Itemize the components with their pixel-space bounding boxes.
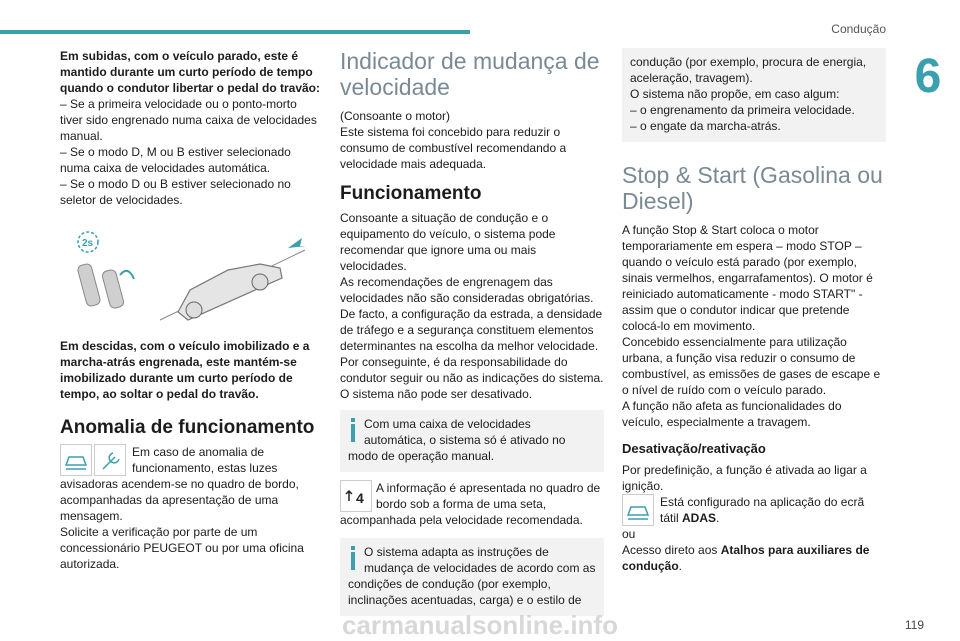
gear-indicator-intro: Este sistema foi concebido para reduzir o consumo de combustível recomendando a velocidade mais adequada.	[340, 125, 567, 171]
info-box-continued	[622, 48, 886, 142]
info-box-text: O sistema adapta as instruções de mudança de velocidades de acordo com as condições de condução (por exemplo, inclinações acentuadas, carga) e o estilo de	[348, 545, 596, 607]
svg-text:4: 4	[356, 490, 364, 506]
section-title: Condução	[831, 22, 886, 36]
desativacao-p1: Por predefinição, a função é ativada ao ligar a ignição.	[622, 463, 867, 493]
stop-start-p3: A função não afeta as funcionalidades do veículo, especialmente a travagem.	[622, 399, 842, 429]
anomalia-text-2: Solicite a verificação por parte de um concessionário PEUGEOT ou por uma oficina autorizada.	[60, 525, 304, 571]
info-box-automatic	[340, 410, 604, 472]
stop-start-p1: A função Stop & Start coloca o motor temporariamente em espera – modo STOP – quando o veículo está parado (por exemplo, sinais vermelhos, engarrafamentos). O motor é reiniciado automaticamente - modo START" - assim que o condutor indicar que pretende colocá-lo em movimento.	[622, 223, 873, 333]
adas-label: ADAS	[682, 511, 717, 525]
shortcuts-label: Atalhos para auxiliares de condução	[622, 543, 870, 573]
box-cont-text-2: O sistema não propõe, em caso algum:	[630, 87, 840, 101]
funcionamento-p1: Consoante a situação de condução e o equipamento do veículo, o sistema pode recomendar que ignore uma ou mais velocidades.	[340, 211, 556, 273]
heading-desativacao: Desativação/reativação	[622, 441, 766, 456]
gear-arrow-icon	[340, 480, 372, 512]
info-icon	[348, 546, 358, 570]
watermark: carmanualsonline.info	[342, 610, 618, 640]
anomalia-text: Em caso de anomalia de funcionamento, estas luzes avisadoras acendem-se no quadro de bordo, acompanhadas da apresentação de uma mensagem.	[60, 445, 299, 523]
column-3	[622, 48, 886, 574]
adas-period: .	[716, 511, 720, 525]
box-item: – o engate da marcha-atrás.	[630, 119, 781, 133]
direct-access-prefix: Acesso direto aos	[622, 543, 721, 557]
direct-access-text	[622, 542, 886, 574]
header-accent-bar	[0, 30, 470, 34]
timer-label: 2s	[82, 238, 94, 249]
or-text: ou	[622, 527, 636, 541]
uphill-item: – Se a primeira velocidade ou o ponto-morto tiver sido engrenado numa caixa de velocidades manual.	[60, 97, 317, 143]
display-note-text: A informação é apresentada no quadro de bordo sob a forma de uma seta, acompanhada pela velocidade recomendada.	[340, 481, 601, 527]
display-note	[340, 480, 604, 528]
heading-anomalia: Anomalia de funcionamento	[60, 417, 315, 438]
info-box-adapt	[340, 538, 604, 616]
info-box-text: Com uma caixa de velocidades automática, o sistema só é ativado no modo de operação manual.	[348, 417, 566, 463]
funcionamento-p3: O sistema não pode ser desativado.	[340, 387, 533, 401]
uphill-paragraph: Em subidas, com o veículo parado, este é mantido durante um curto período de tempo quando o condutor libertar o pedal do travão:	[60, 49, 321, 95]
box-item: – o engrenamento da primeira velocidade.	[630, 103, 855, 117]
adas-car-icon	[622, 494, 654, 526]
uphill-item: – Se o modo D, M ou B estiver selecionado numa caixa de velocidades automática.	[60, 145, 291, 175]
info-icon	[348, 418, 358, 442]
column-2	[340, 48, 604, 616]
heading-gear-indicator: Indicador de mudança de velocidade	[340, 48, 600, 100]
box-cont-text: condução (por exemplo, procura de energia, aceleração, travagem).	[630, 55, 867, 85]
direct-access-period: .	[678, 559, 683, 573]
hill-hold-illustration	[60, 220, 322, 332]
downhill-paragraph: Em descidas, com o veículo imobilizado e a marcha-atrás engrenada, este mantém-se imobilizado durante um curto período de tempo, ao soltar o pedal do travão.	[60, 339, 310, 401]
engine-note: (Consoante o motor)	[340, 109, 451, 123]
chapter-number: 6	[914, 49, 942, 103]
page-number: 119	[904, 618, 924, 632]
adas-text: Está configurado na aplicação do ecrã tátil	[660, 495, 865, 525]
stop-start-p2: Concebido essencialmente para utilização urbana, a função visa reduzir o consumo de combustível, as emissões de gases de escape e o nível de ruído com o veículo parado.	[622, 335, 881, 397]
heading-stop-start: Stop & Start (Gasolina ou Diesel)	[622, 162, 883, 214]
heading-funcionamento: Funcionamento	[340, 183, 482, 204]
uphill-item: – Se o modo D ou B estiver selecionado no seletor de velocidades.	[60, 177, 291, 207]
wrench-warning-icon	[94, 444, 126, 476]
funcionamento-p2: As recomendações de engrenagem das velocidades não são consideradas obrigatórias. De facto, a configuração da estrada, a densidade de tráfego e a segurança constituem elementos determinantes na escolha da melhor velocidade. Por conseguinte, é da responsabilidade do condutor seguir ou não as indicações do sistema.	[340, 275, 604, 385]
car-warning-icon	[60, 444, 92, 476]
column-1	[60, 48, 322, 572]
